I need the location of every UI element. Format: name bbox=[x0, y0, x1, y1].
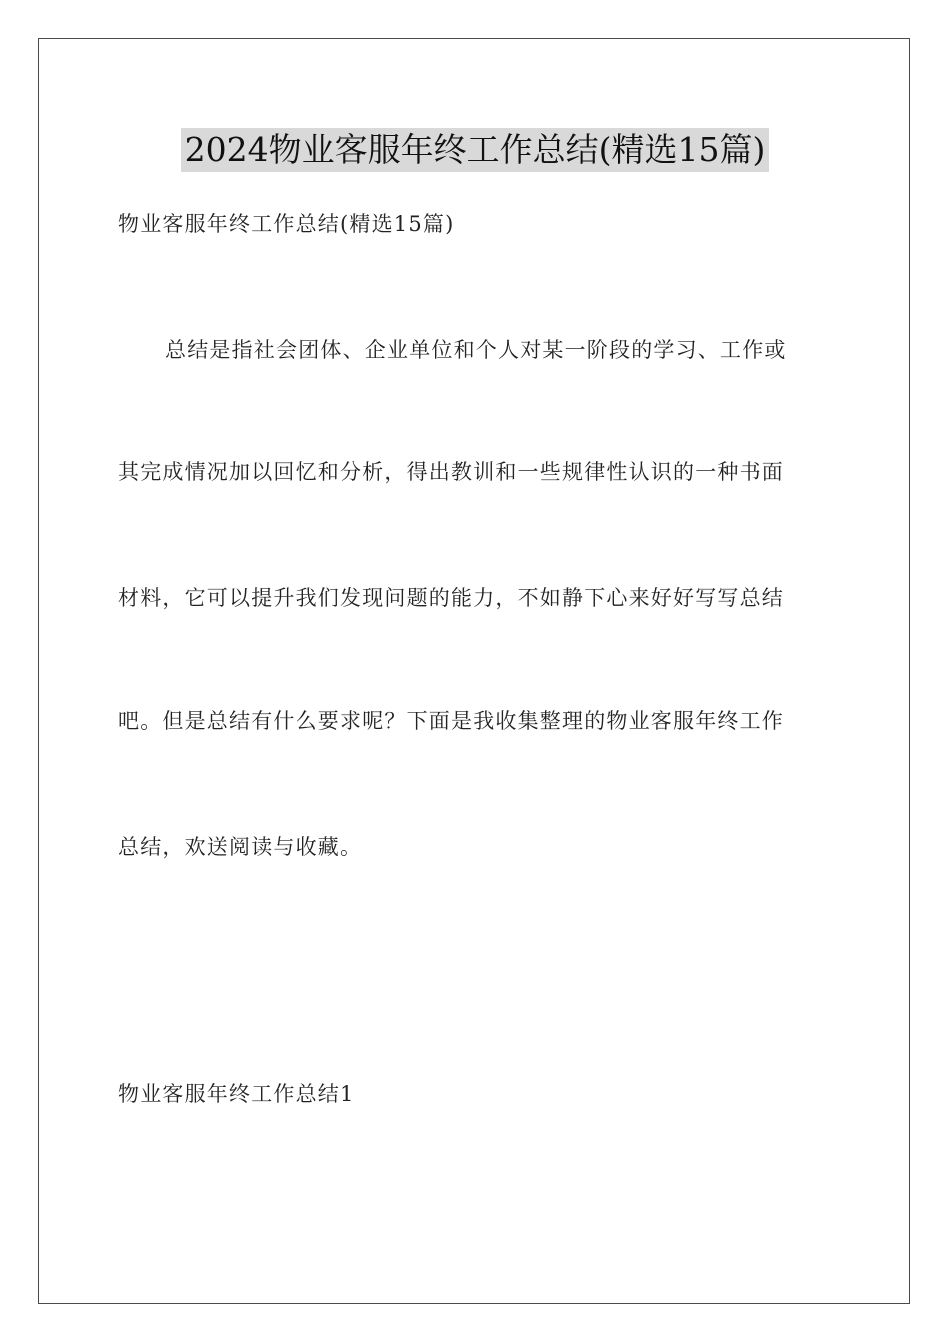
section-heading-1: 物业客服年终工作总结1 bbox=[118, 1082, 355, 1106]
title-container bbox=[0, 128, 950, 172]
intro-line-3: 材料，它可以提升我们发现问题的能力，不如静下心来好好写写总结 bbox=[118, 586, 784, 610]
intro-line-2: 其完成情况加以回忆和分析，得出教训和一些规律性认识的一种书面 bbox=[118, 460, 784, 484]
intro-line-5: 总结，欢送阅读与收藏。 bbox=[118, 835, 363, 859]
document-subtitle: 物业客服年终工作总结(精选15篇) bbox=[118, 212, 455, 236]
intro-line-1: 总结是指社会团体、企业单位和个人对某一阶段的学习、工作或 bbox=[165, 338, 787, 362]
intro-line-4: 吧。但是总结有什么要求呢？下面是我收集整理的物业客服年终工作 bbox=[118, 709, 784, 733]
document-title: 2024物业客服年终工作总结(精选15篇) bbox=[181, 128, 770, 172]
